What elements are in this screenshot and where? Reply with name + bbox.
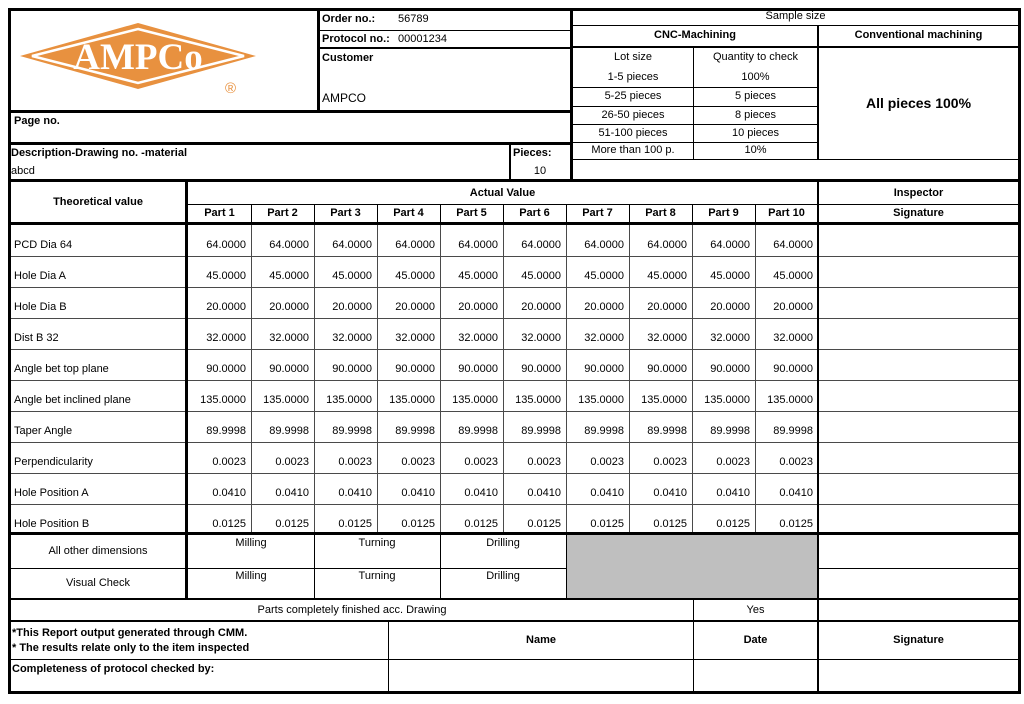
signature-cell (819, 504, 1018, 535)
sample-quantity-cell: 10% (744, 144, 767, 157)
part-value-cell: 0.0125 (275, 518, 309, 531)
part-value-cell: 0.0125 (527, 518, 561, 531)
part-value-cell: 89.9998 (773, 425, 813, 438)
part-value-cell: 0.0410 (212, 487, 246, 500)
part-value-cell: 135.0000 (767, 394, 813, 407)
signature-header-bottom: Signature (893, 634, 944, 647)
part-value-cell: 135.0000 (452, 394, 498, 407)
part-value-cell: 90.0000 (584, 363, 624, 376)
process-cell: Milling (235, 537, 267, 549)
part-value-cell: 20.0000 (458, 301, 498, 314)
date-header: Date (743, 634, 768, 647)
pieces-box (511, 146, 569, 180)
part-value-cell: 32.0000 (395, 332, 435, 345)
page-number-label: Page no. (14, 115, 60, 127)
signature-cell (819, 442, 1018, 473)
sample-quantity-cell: 5 pieces (735, 90, 776, 103)
measurement-row-label: Perpendicularity (14, 456, 93, 469)
conventional-machining-header: Conventional machining (854, 29, 983, 42)
part-value-cell: 90.0000 (269, 363, 309, 376)
svg-text:AMPCo: AMPCo (73, 37, 203, 78)
part-value-cell: 0.0125 (401, 518, 435, 531)
part-value-cell: 64.0000 (332, 239, 372, 252)
part-value-cell: 89.9998 (332, 425, 372, 438)
part-value-cell: 0.0410 (716, 487, 750, 500)
part-value-cell: 64.0000 (206, 239, 246, 252)
signature-cell (819, 318, 1018, 349)
part-header: Part 10 (768, 207, 805, 220)
part-value-cell: 89.9998 (710, 425, 750, 438)
part-value-cell: 64.0000 (395, 239, 435, 252)
part-value-cell: 0.0023 (212, 456, 246, 469)
part-value-cell: 89.9998 (206, 425, 246, 438)
part-value-cell: 45.0000 (269, 270, 309, 283)
part-value-cell: 135.0000 (389, 394, 435, 407)
protocol-number-row (322, 31, 568, 47)
order-number-label: Order no.: (322, 13, 376, 26)
all-other-dimensions-label: All other dimensions (48, 545, 148, 558)
part-value-cell: 135.0000 (515, 394, 561, 407)
sample-lot-cell: 5-25 pieces (604, 90, 662, 103)
part-value-cell: 90.0000 (647, 363, 687, 376)
measurement-row-label: Hole Position A (14, 487, 89, 500)
signature-cell (819, 287, 1018, 318)
part-value-cell: 135.0000 (578, 394, 624, 407)
pieces-value: 10 (533, 165, 547, 178)
signature-cell (819, 256, 1018, 287)
part-value-cell: 64.0000 (584, 239, 624, 252)
part-value-cell: 32.0000 (269, 332, 309, 345)
part-header: Part 4 (393, 207, 424, 220)
part-value-cell: 0.0410 (779, 487, 813, 500)
part-value-cell: 90.0000 (395, 363, 435, 376)
part-value-cell: 0.0023 (275, 456, 309, 469)
part-value-cell: 0.0023 (590, 456, 624, 469)
company-logo (20, 22, 270, 98)
sample-lot-cell: 1-5 pieces (607, 70, 659, 83)
name-header: Name (526, 634, 556, 647)
part-value-cell: 64.0000 (647, 239, 687, 252)
part-value-cell: 89.9998 (458, 425, 498, 438)
part-value-cell: 0.0125 (590, 518, 624, 531)
customer-box (322, 49, 568, 109)
description-value: abcd (11, 165, 35, 178)
sample-quantity-cell: 100% (741, 70, 770, 83)
part-value-cell: 135.0000 (704, 394, 750, 407)
part-value-cell: 32.0000 (584, 332, 624, 345)
part-value-cell: 20.0000 (584, 301, 624, 314)
signature-header: Signature (893, 206, 944, 219)
part-value-cell: 0.0023 (401, 456, 435, 469)
part-value-cell: 0.0023 (716, 456, 750, 469)
part-value-cell: 20.0000 (206, 301, 246, 314)
measurement-row-label: Hole Position B (14, 518, 90, 531)
part-value-cell: 20.0000 (773, 301, 813, 314)
part-value-cell: 32.0000 (521, 332, 561, 345)
part-value-cell: 90.0000 (206, 363, 246, 376)
part-value-cell: 90.0000 (710, 363, 750, 376)
part-value-cell: 20.0000 (710, 301, 750, 314)
part-value-cell: 32.0000 (332, 332, 372, 345)
part-value-cell: 0.0023 (779, 456, 813, 469)
actual-value-header: Actual Value (469, 186, 536, 199)
quantity-to-check-header: Quantity to check (713, 51, 798, 64)
part-value-cell: 45.0000 (458, 270, 498, 283)
part-value-cell: 89.9998 (269, 425, 309, 438)
part-value-cell: 0.0125 (464, 518, 498, 531)
part-value-cell: 135.0000 (263, 394, 309, 407)
part-value-cell: 20.0000 (395, 301, 435, 314)
process-cell: Turning (358, 570, 396, 582)
not-applicable-gray-area (567, 535, 817, 598)
measurement-row-label: Taper Angle (14, 425, 73, 438)
part-header: Part 6 (519, 207, 550, 220)
process-cell: Drilling (486, 537, 520, 549)
part-value-cell: 32.0000 (647, 332, 687, 345)
part-value-cell: 45.0000 (710, 270, 750, 283)
description-box (11, 146, 505, 180)
description-label: Description-Drawing no. -material (11, 147, 188, 159)
measurement-row-label: Angle bet inclined plane (14, 394, 131, 407)
signature-cell (819, 411, 1018, 442)
part-value-cell: 20.0000 (521, 301, 561, 314)
part-value-cell: 20.0000 (269, 301, 309, 314)
part-value-cell: 45.0000 (521, 270, 561, 283)
part-value-cell: 0.0410 (653, 487, 687, 500)
theoretical-value-header: Theoretical value (53, 195, 143, 208)
parts-finished-value: Yes (746, 603, 765, 616)
part-header: Part 2 (267, 207, 298, 220)
pieces-label: Pieces: (513, 147, 552, 159)
part-value-cell: 45.0000 (206, 270, 246, 283)
part-value-cell: 135.0000 (641, 394, 687, 407)
order-number-row (322, 9, 568, 30)
part-value-cell: 135.0000 (326, 394, 372, 407)
part-value-cell: 90.0000 (521, 363, 561, 376)
measurement-row-label: Dist B 32 (14, 332, 59, 345)
part-value-cell: 64.0000 (521, 239, 561, 252)
customer-label: Customer (322, 52, 374, 64)
part-value-cell: 20.0000 (332, 301, 372, 314)
inspector-header: Inspector (893, 186, 944, 199)
customer-value: AMPCO (322, 91, 367, 106)
part-value-cell: 64.0000 (269, 239, 309, 252)
part-value-cell: 0.0410 (401, 487, 435, 500)
order-number-value: 56789 (398, 13, 429, 26)
part-value-cell: 0.0023 (464, 456, 498, 469)
part-value-cell: 45.0000 (584, 270, 624, 283)
sample-lot-cell: 26-50 pieces (601, 108, 665, 121)
process-cell: Turning (358, 537, 396, 549)
parts-finished-label: Parts completely finished acc. Drawing (257, 603, 447, 616)
part-value-cell: 89.9998 (584, 425, 624, 438)
part-value-cell: 0.0023 (338, 456, 372, 469)
part-value-cell: 0.0125 (716, 518, 750, 531)
measurement-row-label: Angle bet top plane (14, 363, 109, 376)
part-value-cell: 0.0410 (338, 487, 372, 500)
part-value-cell: 89.9998 (647, 425, 687, 438)
part-value-cell: 45.0000 (647, 270, 687, 283)
part-value-cell: 90.0000 (458, 363, 498, 376)
completeness-label: Completeness of protocol checked by: (12, 663, 215, 675)
part-value-cell: 0.0410 (275, 487, 309, 500)
part-value-cell: 20.0000 (647, 301, 687, 314)
protocol-number-value: 00001234 (398, 32, 447, 45)
part-value-cell: 0.0023 (527, 456, 561, 469)
protocol-number-label: Protocol no.: (322, 32, 390, 45)
part-value-cell: 0.0410 (590, 487, 624, 500)
part-value-cell: 45.0000 (332, 270, 372, 283)
part-value-cell: 89.9998 (395, 425, 435, 438)
part-header: Part 7 (582, 207, 613, 220)
part-value-cell: 45.0000 (773, 270, 813, 283)
part-value-cell: 64.0000 (710, 239, 750, 252)
part-value-cell: 0.0410 (464, 487, 498, 500)
part-value-cell: 135.0000 (200, 394, 246, 407)
part-value-cell: 0.0125 (212, 518, 246, 531)
process-cell: Drilling (486, 570, 520, 582)
sample-lot-cell: More than 100 p. (591, 144, 675, 157)
part-value-cell: 32.0000 (458, 332, 498, 345)
part-value-cell: 32.0000 (206, 332, 246, 345)
visual-check-label: Visual Check (66, 576, 130, 589)
part-value-cell: 32.0000 (710, 332, 750, 345)
sample-quantity-cell: 8 pieces (735, 108, 776, 121)
sample-quantity-cell: 10 pieces (731, 126, 780, 139)
part-value-cell: 0.0125 (653, 518, 687, 531)
part-value-cell: 0.0410 (527, 487, 561, 500)
signature-cell (819, 473, 1018, 504)
part-value-cell: 32.0000 (773, 332, 813, 345)
cmm-note (12, 624, 382, 658)
cmm-note-line2: * The results relate only to the item inspected (12, 642, 250, 654)
signature-cell (819, 349, 1018, 380)
signature-cell (819, 380, 1018, 411)
part-value-cell: 45.0000 (395, 270, 435, 283)
sample-lot-cell: 51-100 pieces (598, 126, 668, 139)
signature-cell (819, 225, 1018, 256)
logo-registered-mark: ® (225, 80, 237, 97)
part-value-cell: 90.0000 (332, 363, 372, 376)
measurement-row-label: PCD Dia 64 (14, 239, 73, 252)
part-value-cell: 0.0125 (779, 518, 813, 531)
measurement-row-label: Hole Dia B (14, 301, 67, 314)
part-value-cell: 89.9998 (521, 425, 561, 438)
part-header: Part 9 (708, 207, 739, 220)
sample-size-title: Sample size (765, 10, 826, 23)
part-header: Part 8 (645, 207, 676, 220)
cnc-machining-header: CNC-Machining (654, 29, 736, 42)
part-header: Part 5 (456, 207, 487, 220)
part-header: Part 1 (204, 207, 235, 220)
part-value-cell: 0.0023 (653, 456, 687, 469)
measurement-row-label: Hole Dia A (14, 270, 66, 283)
part-value-cell: 90.0000 (773, 363, 813, 376)
cmm-note-line1: *This Report output generated through CMM. (12, 627, 248, 640)
part-value-cell: 64.0000 (458, 239, 498, 252)
part-value-cell: 64.0000 (773, 239, 813, 252)
part-value-cell: 0.0125 (338, 518, 372, 531)
conventional-value-cell: All pieces 100% (865, 94, 972, 111)
part-header: Part 3 (330, 207, 361, 220)
lot-size-header: Lot size (614, 51, 652, 64)
process-cell: Milling (235, 570, 267, 582)
